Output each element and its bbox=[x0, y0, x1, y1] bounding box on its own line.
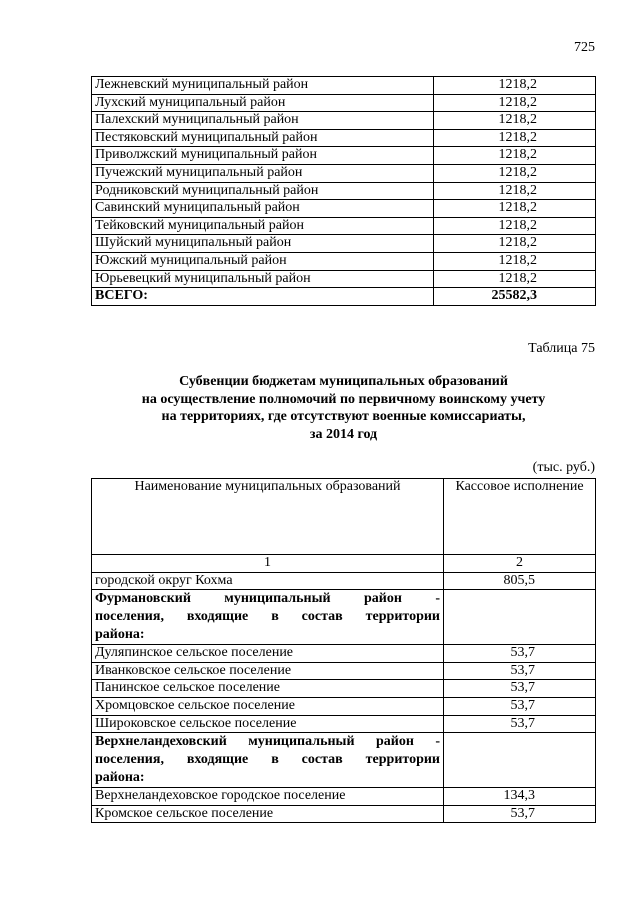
table-row bbox=[92, 270, 596, 288]
table-row bbox=[92, 164, 596, 182]
row-name: Лежневский муниципальный район bbox=[92, 77, 434, 95]
row-value: 53,7 bbox=[444, 662, 596, 680]
row-value: 53,7 bbox=[444, 697, 596, 715]
row-name: Пучежский муниципальный район bbox=[92, 164, 434, 182]
row-name: Пестяковский муниципальный район bbox=[92, 129, 434, 147]
table-row bbox=[92, 77, 596, 95]
row-value: 1218,2 bbox=[434, 200, 596, 218]
title-line: на территориях, где отсутствуют военные комиссариаты, bbox=[161, 409, 526, 424]
row-value: 53,7 bbox=[444, 805, 596, 823]
row-value: 805,5 bbox=[444, 572, 596, 590]
row-name: Дуляпинское сельское поселение bbox=[92, 645, 444, 663]
row-name: Хромцовское сельское поселение bbox=[92, 697, 444, 715]
column-number: 1 bbox=[92, 555, 444, 573]
table-row bbox=[92, 697, 596, 715]
title-line: за 2014 год bbox=[309, 426, 378, 442]
header-name: Наименование муниципальных образований bbox=[92, 479, 444, 555]
table-row bbox=[92, 147, 596, 165]
row-value: 1218,2 bbox=[434, 94, 596, 112]
row-value: 1218,2 bbox=[434, 235, 596, 253]
row-name: Кромское сельское поселение bbox=[92, 805, 444, 823]
table-row bbox=[92, 645, 596, 663]
table-row bbox=[92, 252, 596, 270]
row-name: Шуйский муниципальный район bbox=[92, 235, 434, 253]
row-value: 53,7 bbox=[444, 645, 596, 663]
row-name: Лухский муниципальный район bbox=[92, 94, 434, 112]
header-number-row bbox=[92, 555, 596, 573]
group-header-line: поселения, входящие в состав территории bbox=[95, 609, 440, 625]
table-row bbox=[92, 200, 596, 218]
table-row bbox=[92, 662, 596, 680]
table-title bbox=[91, 373, 596, 443]
table-row bbox=[92, 805, 596, 823]
group-header bbox=[92, 590, 444, 645]
table-row bbox=[92, 680, 596, 698]
row-value: 1218,2 bbox=[434, 112, 596, 130]
district-subsidy-table bbox=[91, 76, 596, 306]
row-value: 1218,2 bbox=[434, 77, 596, 95]
group-header bbox=[92, 733, 444, 788]
row-value: 1218,2 bbox=[434, 270, 596, 288]
row-value: 1218,2 bbox=[434, 129, 596, 147]
group-header-line: района: bbox=[95, 770, 145, 786]
group-header-line: района: bbox=[95, 627, 145, 643]
header-row bbox=[92, 479, 596, 555]
row-value: 134,3 bbox=[444, 788, 596, 806]
row-value: 1218,2 bbox=[434, 147, 596, 165]
group-header-line: Фурмановский муниципальный район - bbox=[95, 591, 440, 607]
empty-cell bbox=[444, 590, 596, 645]
empty-cell bbox=[444, 733, 596, 788]
table-row bbox=[92, 572, 596, 590]
table-row bbox=[92, 235, 596, 253]
row-name: Тейковский муниципальный район bbox=[92, 217, 434, 235]
row-value: 1218,2 bbox=[434, 164, 596, 182]
row-name: Панинское сельское поселение bbox=[92, 680, 444, 698]
table-row bbox=[92, 788, 596, 806]
row-name: Савинский муниципальный район bbox=[92, 200, 434, 218]
table-row bbox=[92, 182, 596, 200]
row-value: 53,7 bbox=[444, 715, 596, 733]
row-name: Верхнеландеховское городское поселение bbox=[92, 788, 444, 806]
group-header-row bbox=[92, 590, 596, 645]
page-number: 725 bbox=[574, 40, 595, 55]
row-name: городской округ Кохма bbox=[92, 572, 444, 590]
row-value: 1218,2 bbox=[434, 217, 596, 235]
row-name: Палехский муниципальный район bbox=[92, 112, 434, 130]
total-row bbox=[92, 288, 596, 306]
row-name: Иванковское сельское поселение bbox=[92, 662, 444, 680]
table-row bbox=[92, 112, 596, 130]
table-row bbox=[92, 129, 596, 147]
group-header-row bbox=[92, 733, 596, 788]
row-name: Юрьевецкий муниципальный район bbox=[92, 270, 434, 288]
row-value: 1218,2 bbox=[434, 252, 596, 270]
table-row bbox=[92, 715, 596, 733]
row-name: Родниковский муниципальный район bbox=[92, 182, 434, 200]
table-row bbox=[92, 217, 596, 235]
row-name: Южский муниципальный район bbox=[92, 252, 434, 270]
settlement-subsidy-table bbox=[91, 478, 596, 823]
total-label: ВСЕГО: bbox=[92, 288, 434, 306]
row-name: Широковское сельское поселение bbox=[92, 715, 444, 733]
group-header-line: поселения, входящие в состав территории bbox=[95, 752, 440, 768]
row-name: Приволжский муниципальный район bbox=[92, 147, 434, 165]
group-header-line: Верхнеландеховский муниципальный район - bbox=[95, 734, 440, 750]
column-number: 2 bbox=[444, 555, 596, 573]
table-row bbox=[92, 94, 596, 112]
total-value: 25582,3 bbox=[434, 288, 596, 306]
title-line: Субвенции бюджетам муниципальных образований bbox=[179, 374, 508, 389]
table-label: Таблица 75 bbox=[528, 341, 595, 356]
header-execution: Кассовое исполнение bbox=[444, 479, 596, 555]
row-value: 1218,2 bbox=[434, 182, 596, 200]
title-line: на осуществление полномочий по первичному воинскому учету bbox=[141, 391, 546, 407]
row-value: 53,7 bbox=[444, 680, 596, 698]
units-label: (тыс. руб.) bbox=[532, 460, 595, 475]
